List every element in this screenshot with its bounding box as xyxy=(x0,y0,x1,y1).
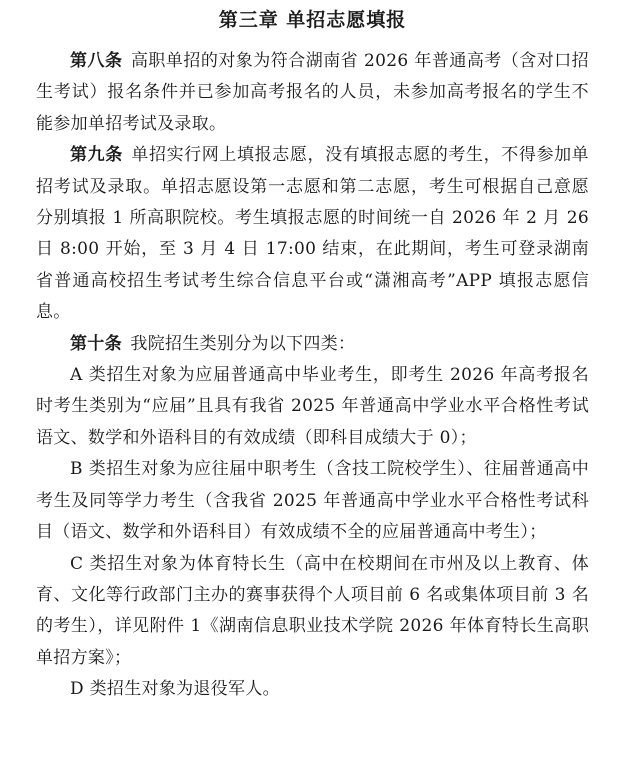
article-10 xyxy=(36,329,589,360)
category-b: B 类招生对象为应往届中职考生（含技工院校学生）、往届普通高中考生及同等学力考生（含我省 2025 年普通高中学业水平合格性考试科目（语文、数学和外语科目）有效成绩不全的应届普通高中考生）； xyxy=(36,459,589,543)
article-10-text: 我院招生类别分为以下四类： xyxy=(130,333,356,354)
category-c: C 类招生对象为体育特长生（高中在校期间在市州及以上教育、体育、文化等行政部门主办的赛事获得个人项目前 6 名或集体项目前 3 名的考生），详见附件 1《湖南信息职业技术学院 2026 年体育特长生高职单招方案》； xyxy=(36,553,589,668)
article-8-text: 高职单招的对象为符合湖南省 2026 年普通高考（含对口招生考试）报名条件并已参加高考报名的人员，未参加高考报名的学生不能参加单招考试及录取。 xyxy=(36,51,589,134)
article-9 xyxy=(36,140,589,328)
article-10-label: 第十条 xyxy=(70,333,122,354)
article-8-label: 第八条 xyxy=(70,51,123,71)
article-9-text: 单招实行网上填报志愿，没有填报志愿的考生，不得参加单招考试及录取。单招志愿设第一志愿和第二志愿，考生可根据自己意愿分别填报 1 所高职院校。考生填报志愿的时间统一自 2026 年 2 月 26 日 8:00 开始，至 3 月 4 日 17:00 结束，在此期间，考生可登录湖南省普通高校招生考试考生综合信息平台或“潇湘高考”APP 填报志愿信息。 xyxy=(36,145,589,323)
article-8 xyxy=(36,46,589,140)
category-a: A 类招生对象为应届普通高中毕业考生，即考生 2026 年高考报名时考生类别为“应届”且具有我省 2025 年普通高中学业水平合格性考试语文、数学和外语科目的有效成绩（即科目成绩大于 0）； xyxy=(36,365,589,448)
article-9-label: 第九条 xyxy=(70,145,123,166)
chapter-title: 第三章 单招志愿填报 xyxy=(218,9,407,31)
category-d: D 类招生对象为退役军人。 xyxy=(70,679,280,700)
